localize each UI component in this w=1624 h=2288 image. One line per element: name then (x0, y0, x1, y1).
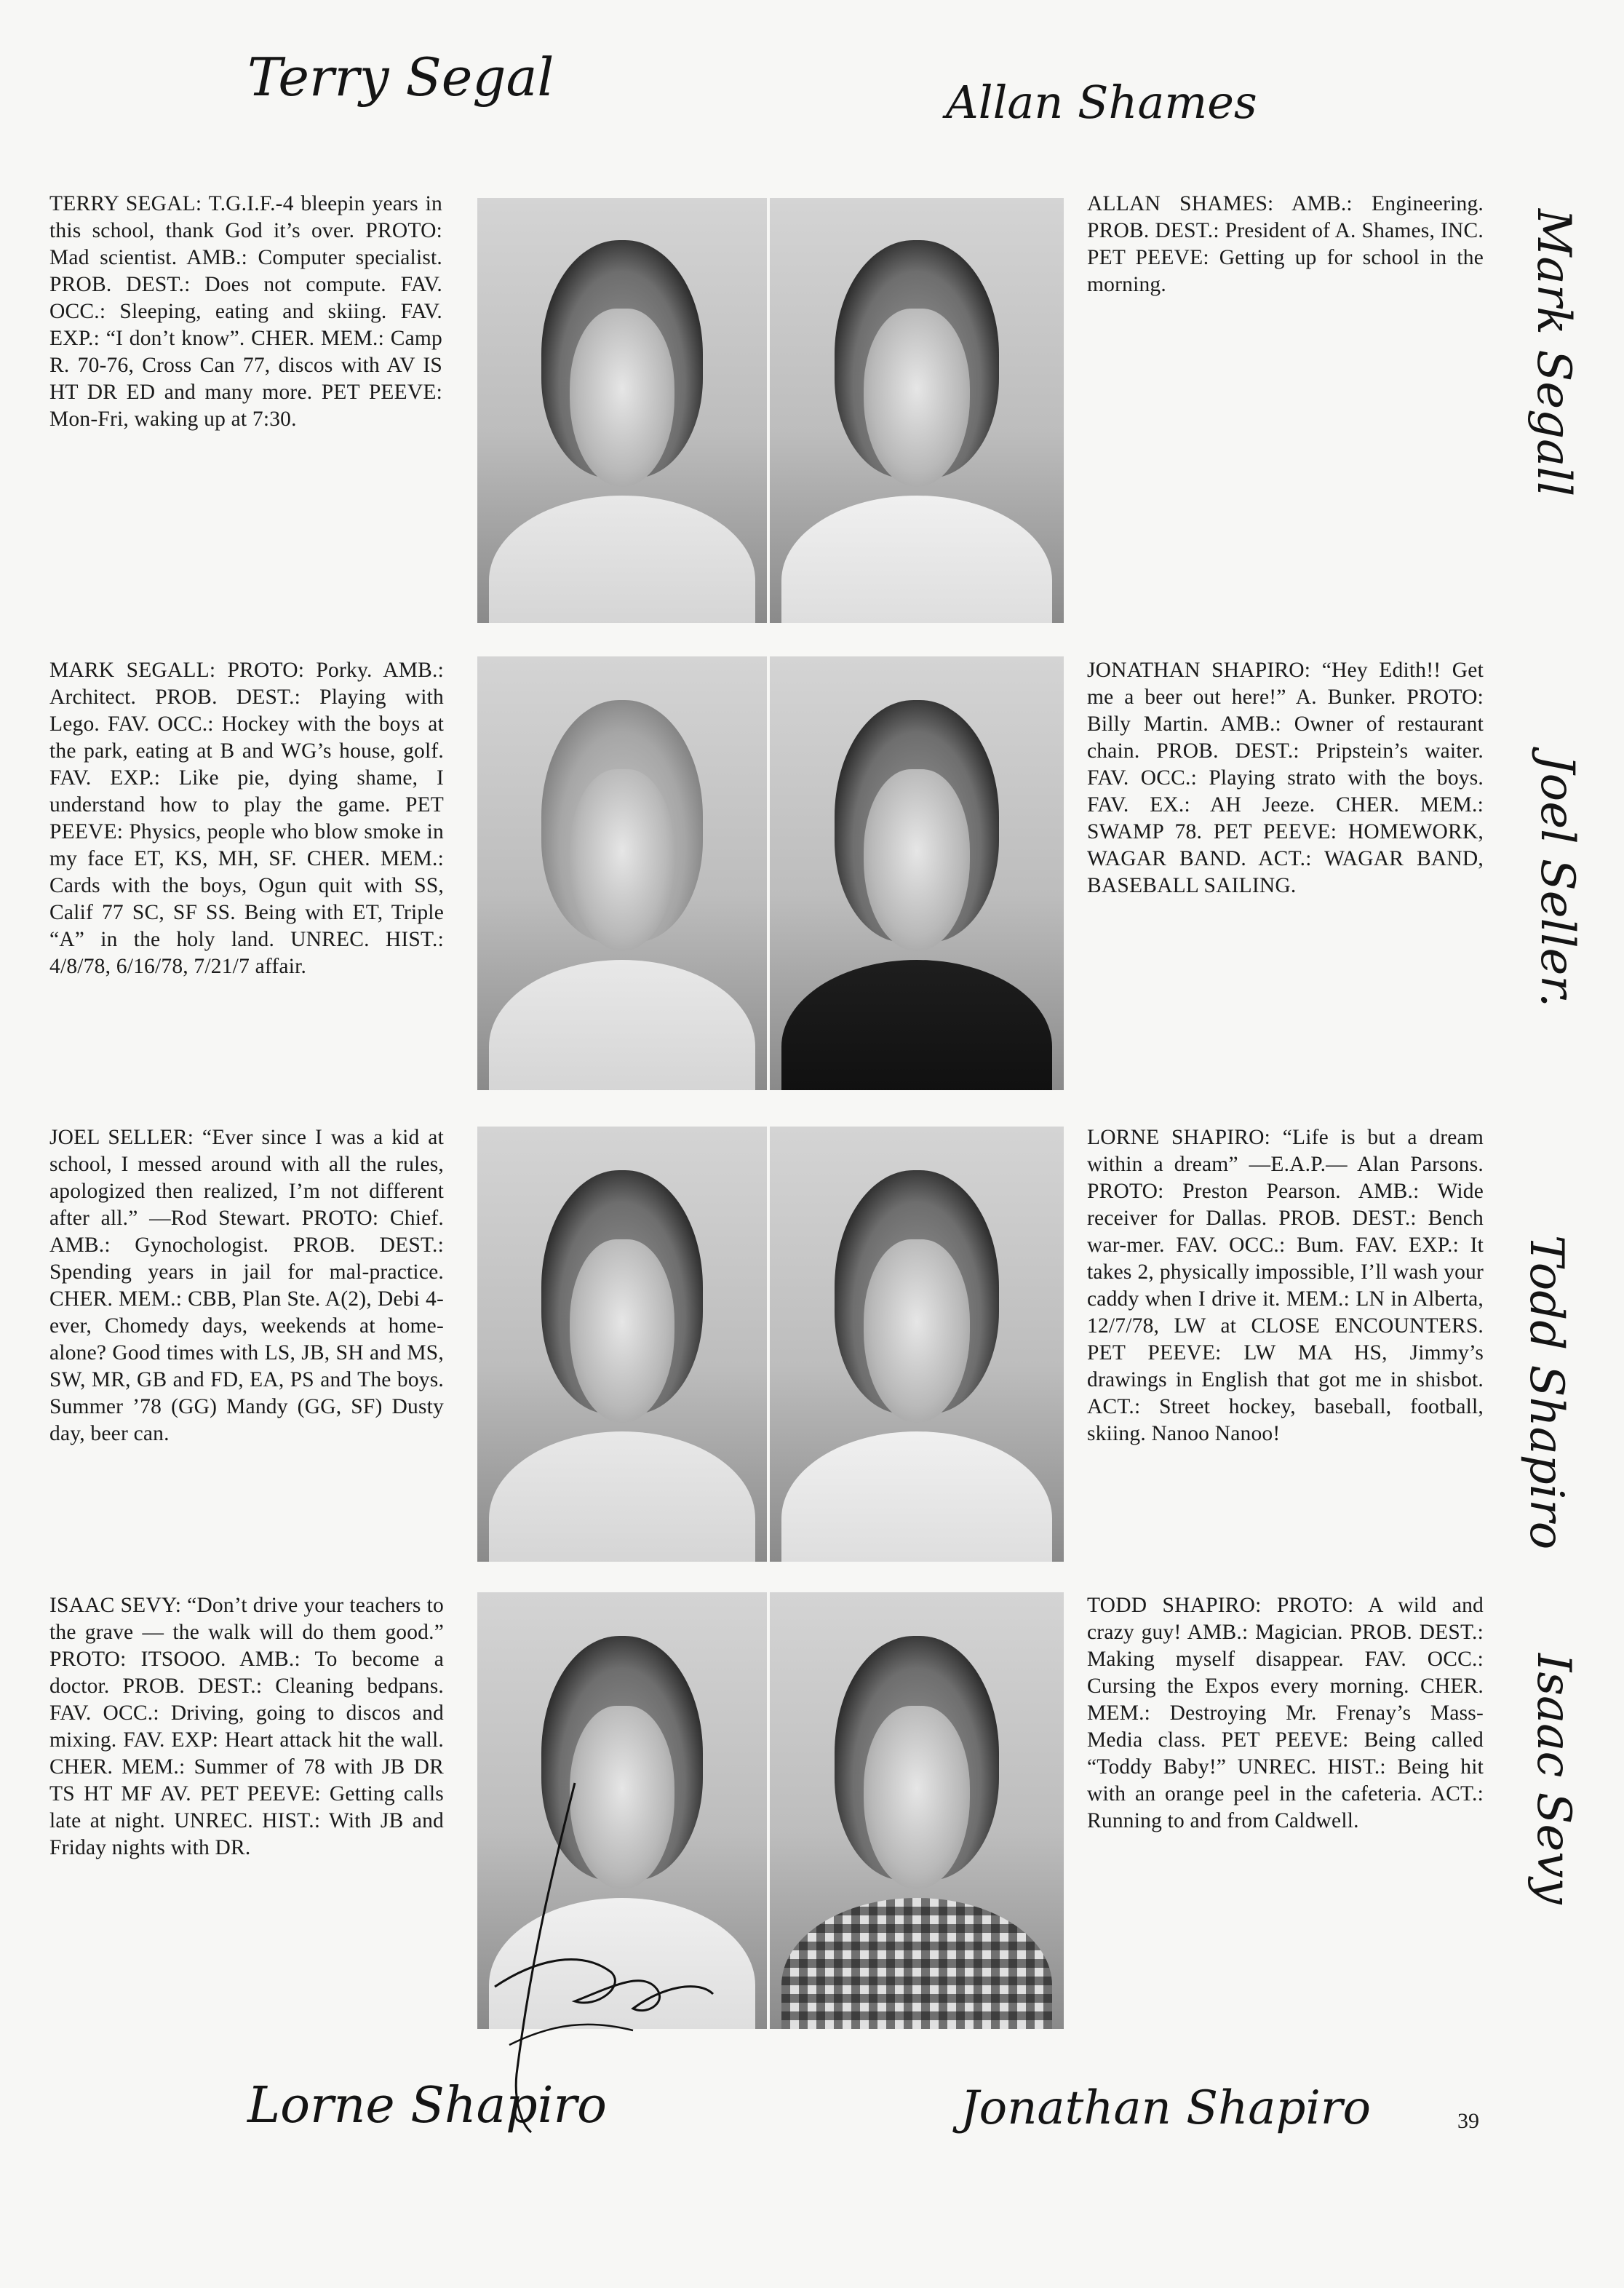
signature-lorne-shapiro: Lorne Shapiro (247, 2077, 607, 2134)
portrait-mark-segall (477, 656, 767, 1090)
bio-mark-segall: MARK SEGALL: PROTO: Porky. AMB.: Architect. PROB. DEST.: Playing with Lego. FAV. OCC.: Hockey with the boys at the park, eating at B and WG’s house, golf. FAV. EXP.: Like pie, dying shame, I understand how to play the game. PET PEEVE: Physics, people who blow smoke in my face ET, KS, MH, SF. CHER. MEM.: Cards with the boys, Ogun quit with SS, Calif 77 SC, SF SS. Being with ET, Triple “A” in the holy land. UNREC. HIST.: 4/8/78, 6/16/78, 7/21/7 affair. (49, 659, 444, 978)
bio-terry-segal: TERRY SEGAL: T.G.I.F.-4 bleepin years in this school, thank God it’s over. PROTO: Mad scientist. AMB.: Computer specialist. PROB. DEST.: Does not compute. FAV. OCC.: Sleeping, eating and skiing. FAV. EXP.: “I don’t know”. CHER. MEM.: Camp R. 70-76, Cross Can 77, discos with AV IS HT DR ED and many more. PET PEEVE: Mon-Fri, waking up at 7:30. (49, 192, 442, 431)
signature-isaac-sevy: Isaac Sevy (1527, 1653, 1580, 1904)
bio-allan-shames: ALLAN SHAMES: AMB.: Engineering. PROB. DEST.: President of A. Shames, INC. PET PEEVE: Getting up for school in the morning. (1087, 192, 1484, 296)
portrait-allan-shames (770, 198, 1064, 623)
portrait-terry-segal (477, 198, 767, 623)
page-number: 39 (1457, 2109, 1479, 2133)
signature-terry-segal: Terry Segal (247, 47, 554, 108)
signature-joel-seller: Joel Seller. (1530, 755, 1584, 1008)
bio-jonathan-shapiro: JONATHAN SHAPIRO: “Hey Edith!! Get me a beer out here!” A. Bunker. PROTO: Billy Martin. AMB.: Owner of restaurant chain. PROB. DEST.: Pripstein’s waiter. FAV. OCC.: Playing strato with the boys. FAV. EX.: AH Jeeze. CHER. MEM.: SWAMP 78. PET PEEVE: HOMEWORK, WAGAR BAND. ACT.: WAGAR BAND, BASEBALL SAILING. (1087, 659, 1484, 897)
portrait-lorne-shapiro (770, 1127, 1064, 1562)
portrait-jonathan-shapiro (770, 656, 1064, 1090)
bio-lorne-shapiro: LORNE SHAPIRO: “Life is but a dream within a dream” —E.A.P.— Alan Parsons. PROTO: Preston Pearson. AMB.: Wide receiver for Dallas. PROB. DEST.: Bench war-mer. FAV. OCC.: Bum. FAV. EXP.: It takes 2, physically impossible, I’ll wash your caddy when I drive it. MEM.: LN in Alberta, 12/7/78, LW at CLOSE ENCOUNTERS. PET PEEVE: LW MA HS, Jimmy’s drawings in English that got me in shisbot. ACT.: Street hockey, baseball, football, skiing. Nanoo Nanoo! (1087, 1126, 1484, 1445)
bio-todd-shapiro: TODD SHAPIRO: PROTO: A wild and crazy guy! AMB.: Magician. PROB. DEST.: Making myself disappear. FAV. OCC.: Cursing the Expos every morning. CHER. MEM.: Destroying Mr. Frenay’s Mass-Media class. PET PEEVE: Being called “Toddy Baby!” UNREC. HIST.: Being hit with an orange peel in the cafeteria. ACT.: Running to and from Caldwell. (1087, 1594, 1484, 1832)
bio-isaac-sevy: ISAAC SEVY: “Don’t drive your teachers to the grave — the walk will do them good.” PROTO: ITSOOO. AMB.: To become a doctor. PROB. DEST.: Cleaning bedpans. FAV. OCC.: Driving, going to discos and mixing. FAV. EXP: Heart attack hit the wall. CHER. MEM.: Summer of 78 with JB DR TS HT MF AV. PET PEEVE: Getting calls late at night. UNREC. HIST.: With JB and Friday nights with DR. (49, 1594, 444, 1859)
bio-joel-seller: JOEL SELLER: “Ever since I was a kid at school, I messed around with all the rules, apologized then realized, I’m not different after all.” —Rod Stewart. PROTO: Chief. AMB.: Gynochologist. PROB. DEST.: Spending years in jail for mal-practice. CHER. MEM.: CBB, Plan Ste. A(2), Debi 4-ever, Chomedy days, weekends at home-alone? Good times with LS, JB, SH and MS, SW, MR, GB and FD, EA, PS and The boys. Summer ’78 (GG) Mandy (GG, SF) Dusty day, beer can. (49, 1126, 444, 1445)
portrait-todd-shapiro (770, 1592, 1064, 2029)
signature-jonathan-shapiro: Jonathan Shapiro (960, 2081, 1371, 2135)
portrait-joel-seller (477, 1127, 767, 1562)
portrait-isaac-sevy (477, 1592, 767, 2029)
signature-allan-shames: Allan Shames (946, 76, 1257, 129)
signature-mark-segall: Mark Segall (1527, 209, 1580, 497)
signature-todd-shapiro: Todd Shapiro (1519, 1235, 1573, 1550)
